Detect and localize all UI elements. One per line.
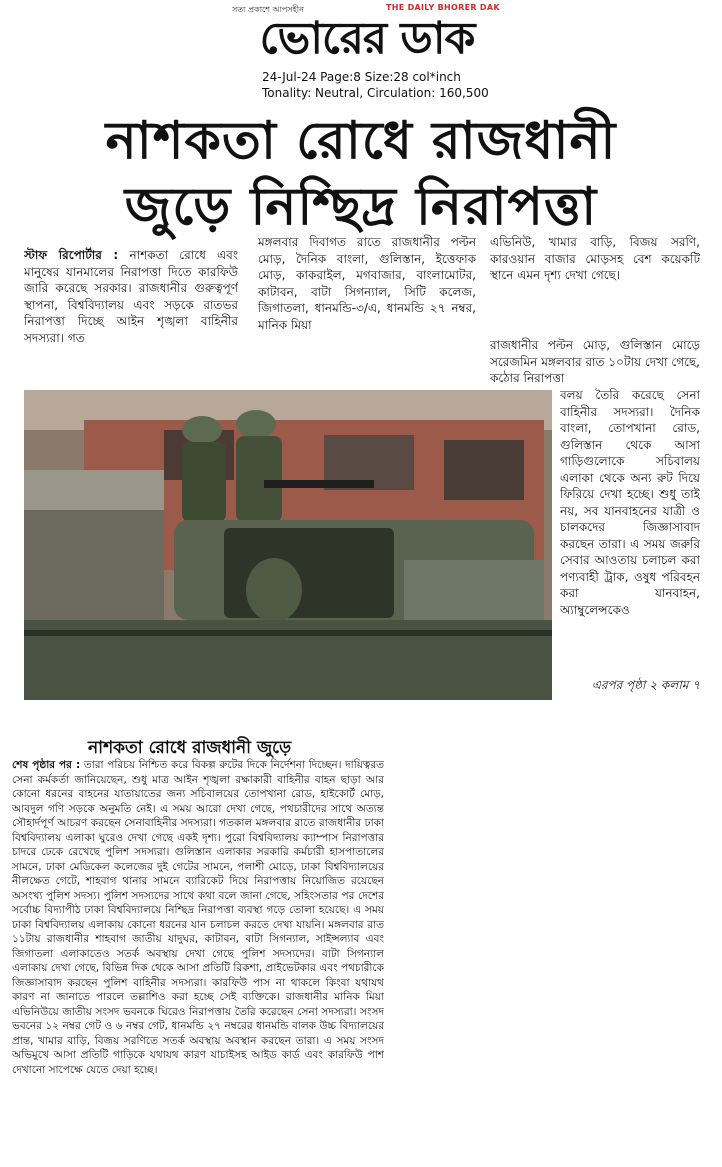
continuation-lead: শেষ পৃষ্ঠার পর :: [12, 759, 81, 771]
continuation-body: [12, 758, 384, 1158]
newspaper-masthead: ভোরের ডাক: [259, 13, 475, 64]
news-photo-soldiers-on-vehicle: [24, 390, 552, 700]
masthead-tagline: সত্য প্রকাশে আপসহীন: [232, 5, 304, 14]
clipping-meta-tonality: Tonality: Neutral, Circulation: 160,500: [262, 86, 489, 100]
article-column-1-text: নাশকতা রোধে এবং মানুষের যানমালের নিরাপত্তা দিতে কারফিউ জারি করেছে সরকার। রাজধানীর গুরুত্বপূর্ণ স্থাপনা, বিশ্ববিদ্যালয় এবং সড়কে রাতভর নিরাপত্তা দিচ্ছে আইন শৃঙ্খলা বাহিনীর সদস্যরা। গত: [24, 248, 238, 345]
article-column-3: এভিনিউ, খামার বাড়ি, বিজয় সরণি, কারওয়ান বাজার মোড়সহ বেশ কয়েকটি স্থানে এমন দৃশ্য দেখা গেছে।: [490, 235, 700, 282]
article-column-3-continued: বলয় তৈরি করেছে সেনা বাহিনীর সদস্যরা। দৈনিক বাংলা, তোপখানা রোড, গুলিস্তান থেকে আসা গাড়িগুলোকে সচিবালয় এলাকা থেকে অন্য রুট দিয়ে ফিরিয়ে দেখা হচ্ছে। শুধু তাই নয়, সব যানবাহনের যাত্রী ও চালকদের জিজ্ঞাসাবাদ করছেন তারা। এ সময় জরুরি সেবার আওতায় চলাচল করা পণ্যবাহী ট্রাক, ওষুধ পরিবহন করা যানবাহন, অ্যাম্বুলেন্সকেও: [560, 388, 700, 617]
continued-on-page-note: এরপর পৃষ্ঠা ২ কলাম ৭: [591, 678, 700, 692]
byline: স্টাফ রিপোর্টার :: [24, 248, 119, 262]
clipping-meta-date-page: 24-Jul-24 Page:8 Size:28 col*inch: [262, 70, 461, 84]
masthead-english-name: THE DAILY BHORER DAK: [386, 3, 500, 12]
article-column-1: [24, 247, 238, 387]
continuation-text: তারা পরিচয় নিশ্চিত করে বিকল্প রুটের দিকে নির্দেশনা দিচ্ছেন। দায়িত্বরত সেনা কর্মকর্তা জানিয়েছেন, শুধু মাত্র আইন শৃঙ্খলা রক্ষাকারী বাহিনীর বাহন ছাড়া আর কোনো ধরনের বাহনের যাতায়াতের জন্য সচিবালয়ের তোপখানা রোড, হাইকোর্ট মোড়, আবদুল গণি সড়কে অনুমতি নেই। এ সময় আরো দেখা গেছে, পথচারীদের সাথে অত্যন্ত সৌহার্দপূর্ণ আচরণ করছেন সেনাবাহিনীর সদস্যরা। গতকাল মঙ্গলবার রাতে রাজধানীর ঢাকা বিশ্ববিদ্যালয় এলাকা ঘুরেও দেখা গেছে একই দৃশ্য। পুরো বিশ্ববিদ্যালয় ক্যাম্পাস নিরাপত্তার চাদরে ঢেকে রেখেছে পুলিশ সদস্যরা। গুলিস্তান এলাকার সরকারি কর্মচারী হাসপাতালের সামনে, ঢাকা মেডিকেল কলেজের দুই গেটের সামনে, পলাশী মোড়ে, ঢাকা বিশ্ববিদ্যালয়ের নীলক্ষেত গেটে, শাহবাগ থানার সামনে ব্যারিকেট দিয়ে নিরাপত্তায় নিয়োজিত রয়েছেন অসংখ্য পুলিশ সদস্য। পুলিশ সদস্যদের সাথে কথা বলে জানা গেছে, সহিংসতার পর দেশের সর্বোচ্চ বিদ্যাপীঠ ঢাকা বিশ্ববিদ্যালয়ে নিশ্ছিদ্র নিরাপত্তা ব্যবস্থা গড়ে তোলা হয়েছে। এ সময় ঢাকা বিশ্ববিদ্যালয় এলাকায় কোনো ধরনের যান চলাচল করতে দেখা যায়নি। মঙ্গলবার রাত ১১টায় রাজধানীর শাহবাগ জাতীয় যাদুঘর, কাটাবন, বাটা সিগন্যাল, সাইন্সল্যাব এবং জিগাতলা এলাকাতেও সতর্ক অবস্থায় দেখা গেছে পুলিশ সদস্যদের। বাটা সিগন্যাল এলাকায় দেখা গেছে, বিভিন্ন দিক থেকে আসা প্রতিটি রিকশা, প্রাইভেটকার এবং পথচারীকে জিজ্ঞাসাবাদ করছেন পুলিশ বাহিনীর সদস্যরা। কারফিউ পাস না থাকলে কিংবা যথাযথ কারণ না জানাতে পারলে তল্লাশিও করা হচ্ছে সেই ব্যক্তিকে। রাজধানীর মানিক মিয়া এভিনিউয়ে জাতীয় সংসদ ভবনকে ঘিরেও নিরাপত্তায় তৈরি করেছেন সেনা সদস্যরা। সংসদ ভবনের ১২ নম্বর গেট ও ৬ নম্বর গেট, ধানমন্ডি ২৭ নম্বরের ধানমন্ডি বালক উচ্চ বিদ্যালয়ের প্রান্ত, খামার বাড়ি, বিজয় সরণিতে সতর্ক অবস্থায় অবস্থান করছেন তারা। এ সময় সংসদ অভিমুখে আসা প্রতিটি গাড়িকে যথাযথ কারণ যাচাইসহ আইড কার্ড এবং কারফিউ পাশ দেখানো সাপেক্ষে যেতে দেয়া হচ্ছে।: [12, 759, 384, 1076]
continuation-heading: নাশকতা রোধে রাজধানী জুড়ে: [88, 738, 292, 758]
headline-line-2: জুড়ে নিশ্ছিদ্র নিরাপত্তা: [124, 176, 598, 237]
article-column-2: মঙ্গলবার দিবাগত রাতে রাজধানীর পল্টন মোড়, দৈনিক বাংলা, গুলিস্তান, ইত্তেফাক মোড়, কাকরাইল, মগবাজার, বাংলামোটর, কাটাবন, বাটা সিগন্যাল, সিটি কলেজ, জিগাতলা, ধানমন্ডি-৩/এ, ধানমন্ডি ২৭ নম্বর, মানিক মিয়া: [258, 235, 476, 332]
article-column-3-paragraph-2: রাজধানীর পল্টন মোড়, গুলিস্তান মোড়ে সরেজমিন মঙ্গলবার রাত ১০টায় দেখা গেছে, কঠোর নিরাপত্তা: [490, 338, 700, 385]
headline-line-1: নাশকতা রোধে রাজধানী: [105, 110, 617, 171]
soldiers-vehicle-illustration: [24, 390, 552, 700]
